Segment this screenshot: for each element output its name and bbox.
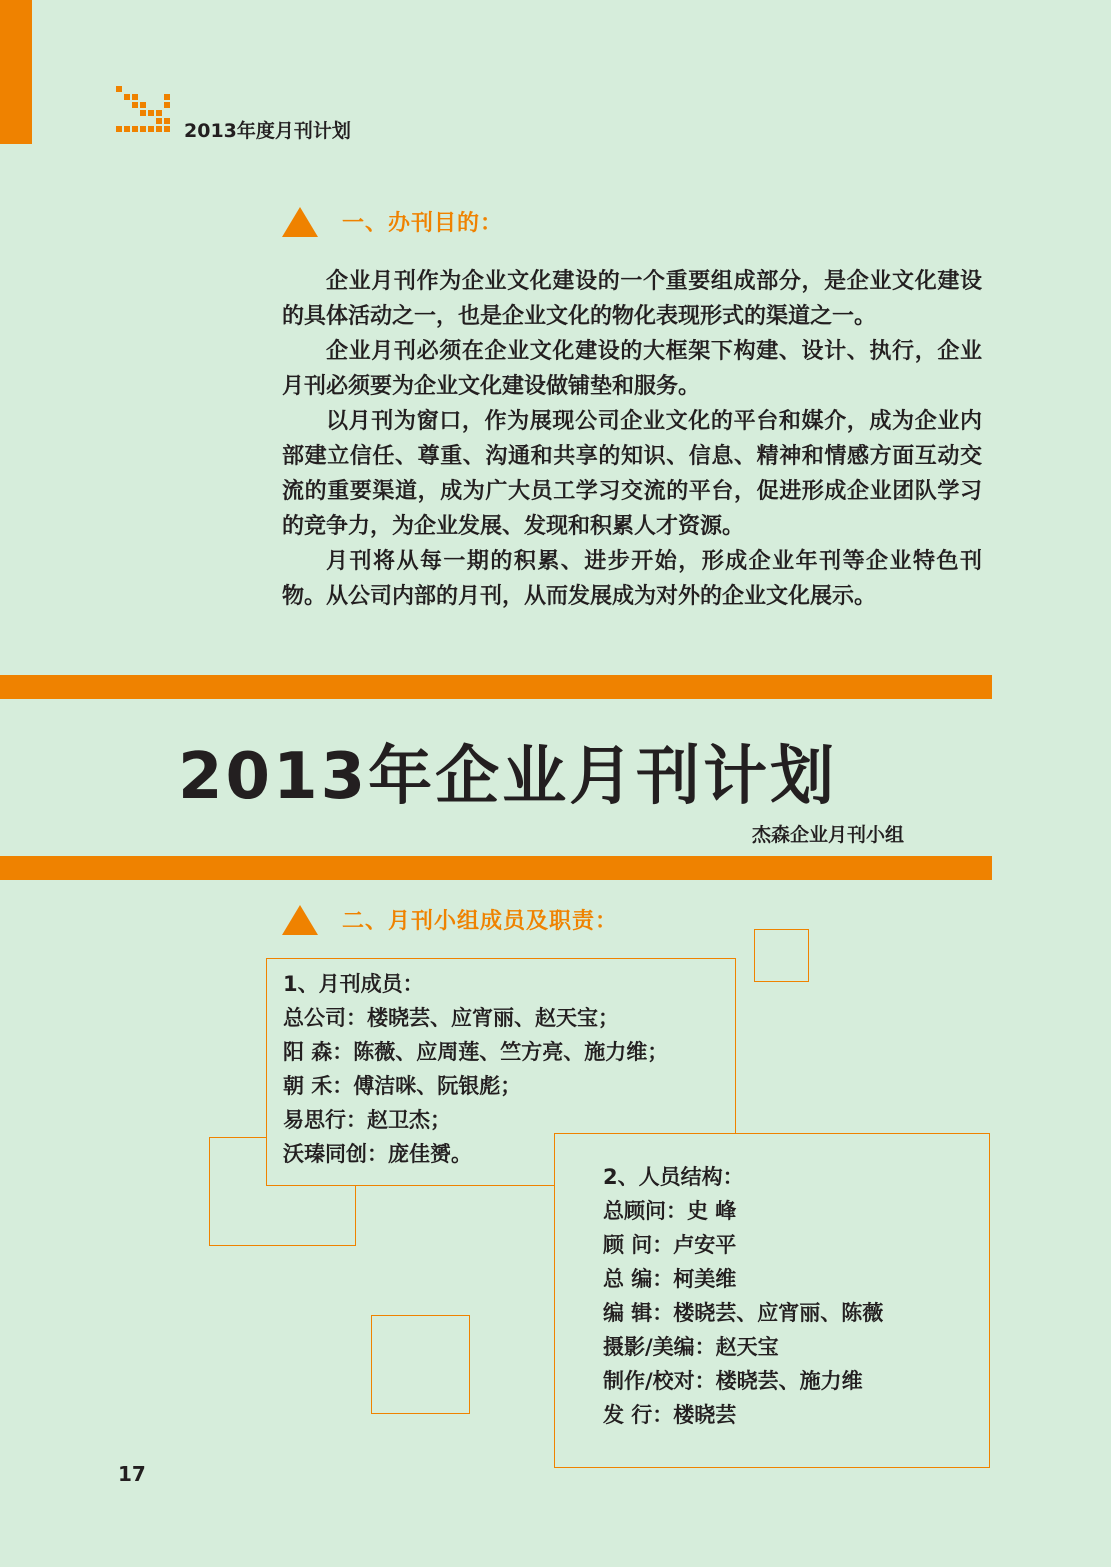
running-header-title: 2013年度月刊计划 [184,120,351,142]
member-line: 沃瑧同创：庞佳赟。 [283,1142,472,1166]
staircase-logo-icon [116,86,170,138]
structure-line: 制作/校对：楼晓芸、施力维 [603,1369,863,1393]
structure-heading: 2、人员结构： [603,1165,744,1189]
bottom-orange-band [0,856,992,880]
decorative-square [754,929,809,982]
structure-line: 总 编：柯美维 [603,1267,737,1291]
section-1-heading [282,206,503,237]
paragraph: 以月刊为窗口，作为展现公司企业文化的平台和媒介，成为企业内部建立信任、尊重、沟通和共享的知识、信息、精神和情感方面互动交流的重要渠道，成为广大员工学习交流的平台，促进形成企业团队学习的竞争力，为企业发展、发现和积累人才资源。 [282,409,982,539]
structure-line: 总顾问：史 峰 [603,1199,737,1223]
member-line: 总公司：楼晓芸、应宵丽、赵天宝； [283,1006,619,1030]
structure-line: 摄影/美编：赵天宝 [603,1335,779,1359]
paragraph: 月刊将从每一期的积累、进步开始，形成企业年刊等企业特色刊物。从公司内部的月刊，从而发展成为对外的企业文化展示。 [282,549,982,609]
triangle-bullet-icon [282,207,318,237]
paragraph: 企业月刊必须在企业文化建设的大框架下构建、设计、执行，企业月刊必须要为企业文化建设做铺垫和服务。 [282,339,982,399]
member-line: 易思行：赵卫杰； [283,1108,451,1132]
structure-line: 编 辑：楼晓芸、应宵丽、陈薇 [603,1301,884,1325]
members-heading: 1、月刊成员： [283,972,424,996]
section-1-body [282,264,982,614]
top-orange-band [0,675,992,699]
structure-box [554,1133,990,1468]
edge-accent-bar [0,0,32,144]
section-1-title: 一、办刊目的： [342,211,504,236]
banner-subtitle: 杰森企业月刊小组 [752,824,905,846]
member-line: 阳 森：陈薇、应周莲、竺方亮、施力维； [283,1040,669,1064]
banner-title: 2013年企业月刊计划 [178,740,838,814]
paragraph: 企业月刊作为企业文化建设的一个重要组成部分，是企业文化建设的具体活动之一，也是企业文化的物化表现形式的渠道之一。 [282,269,982,329]
section-2-heading [282,904,618,935]
triangle-bullet-icon [282,905,318,935]
decorative-square [371,1315,470,1414]
structure-line: 顾 问：卢安平 [603,1233,737,1257]
member-line: 朝 禾：傅洁咪、阮银彪； [283,1074,522,1098]
structure-line: 发 行：楼晓芸 [603,1403,737,1427]
section-2-title: 二、月刊小组成员及职责： [342,909,619,934]
page-number: 17 [118,1462,146,1486]
